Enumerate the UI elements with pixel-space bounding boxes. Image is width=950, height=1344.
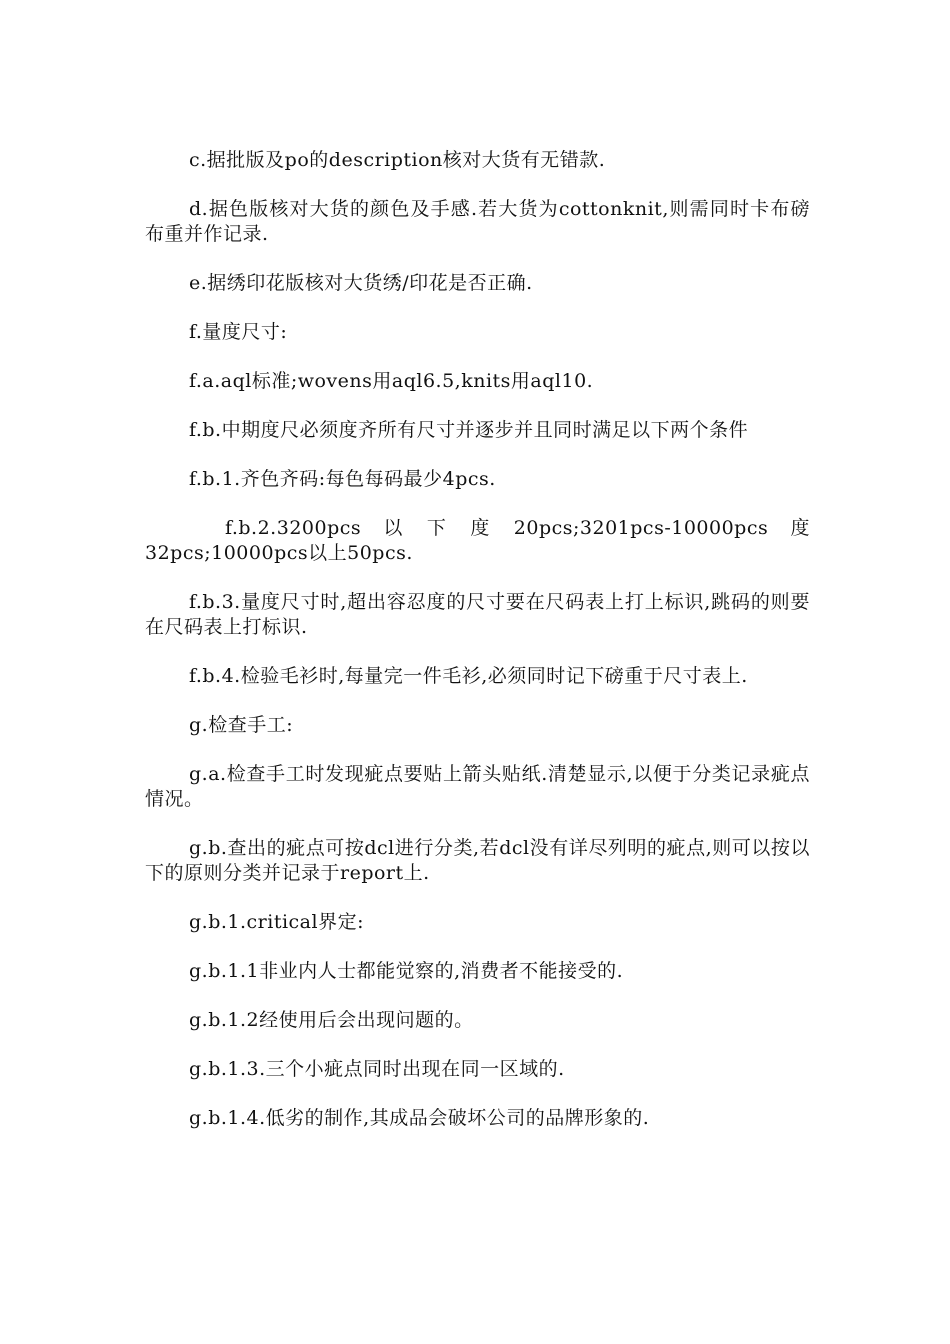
paragraph-f-a: f.a.aql标准;wovens用aql6.5,knits用aql10.: [189, 370, 594, 392]
paragraph-c: c.据批版及po的description核对大货有无错款.: [189, 149, 606, 171]
paragraph-g-b-1-4: g.b.1.4.低劣的制作,其成品会破坏公司的品牌形象的.: [189, 1107, 650, 1129]
paragraph-f-b-2: f.b.2.3200pcs 以 下 度 20pcs;3201pcs-10000pcs 度 32pcs;10000pcs以上50pcs.: [145, 517, 810, 564]
paragraph-f-b-1: f.b.1.齐色齐码:每色每码最少4pcs.: [189, 468, 496, 490]
paragraph-f-b: f.b.中期度尺必须度齐所有尺寸并逐步并且同时满足以下两个条件: [189, 419, 749, 441]
paragraph-g-b: g.b.查出的疵点可按dcl进行分类,若dcl没有详尽列明的疵点,则可以按以下的原则分类并记录于report上.: [145, 837, 810, 884]
paragraph-f: f.量度尺寸:: [189, 321, 288, 343]
paragraph-g: g.检查手工:: [189, 714, 294, 736]
paragraph-f-b-3: f.b.3.量度尺寸时,超出容忍度的尺寸要在尺码表上打上标识,跳码的则要在尺码表上打标识.: [145, 591, 810, 638]
paragraph-g-b-1-2: g.b.1.2经使用后会出现问题的。: [189, 1009, 474, 1031]
paragraph-g-b-1-1: g.b.1.1非业内人士都能觉察的,消费者不能接受的.: [189, 960, 624, 982]
paragraph-d: d.据色版核对大货的颜色及手感.若大货为cottonknit,则需同时卡布磅布重并作记录.: [145, 198, 810, 245]
document-body: [145, 148, 810, 1155]
paragraph-g-a: g.a.检查手工时发现疵点要贴上箭头贴纸.清楚显示,以便于分类记录疵点情况。: [145, 763, 810, 810]
paragraph-g-b-1-3: g.b.1.3.三个小疵点同时出现在同一区域的.: [189, 1058, 565, 1080]
paragraph-e: e.据绣印花版核对大货绣/印花是否正确.: [189, 272, 533, 294]
paragraph-f-b-4: f.b.4.检验毛衫时,每量完一件毛衫,必须同时记下磅重于尺寸表上.: [189, 665, 748, 687]
paragraph-g-b-1: g.b.1.critical界定:: [189, 911, 364, 933]
